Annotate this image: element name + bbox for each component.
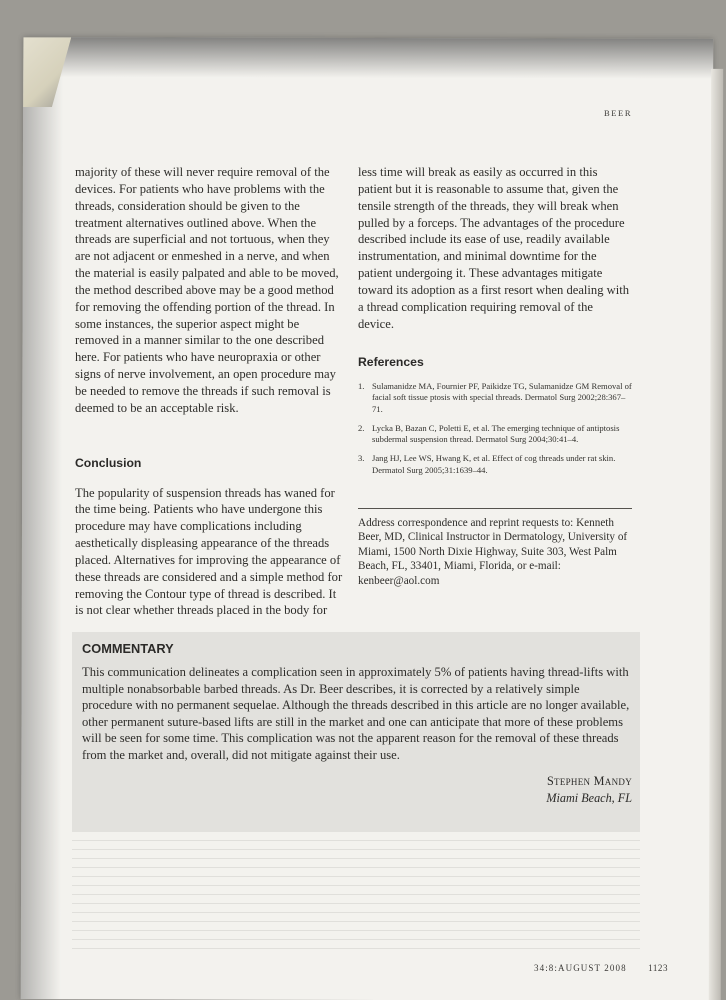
correspondence-address: Address correspondence and reprint requests to: Kenneth Beer, MD, Clinical Instructor in Dermatology, University of Miami, 1500 North Dixie Highway, Suite 303, West Palm Beach, FL, 33401, Miami, Florida, or e-mail: kenbeer@aol.com [358, 516, 628, 588]
page-footer [534, 963, 668, 973]
page-number: 1123 [648, 963, 669, 973]
left-column [75, 164, 343, 619]
reference-list [358, 381, 632, 475]
commentary-author: Stephen Mandy [546, 773, 632, 788]
reference-text: Jang HJ, Lee WS, Hwang K, et al. Effect of cog threads under rat skin. Dermatol Surg 2005;31:1639–44. [372, 453, 616, 475]
reference-number: 2. [358, 422, 365, 433]
references-heading: References [358, 355, 424, 370]
show-through-text [72, 840, 640, 950]
top-edge-shadow [23, 37, 713, 79]
commentary-heading: COMMENTARY [82, 641, 174, 656]
conclusion-paragraph: The popularity of suspension threads has waned for the time being. Patients who have undergone this procedure may have complications including aesthetically displeasing appearance of the threads placed. Alternatives for improving the appearance of these threads are considered and a simple method for removing the Contour type of thread is described. It is not clear whether threads placed in the body for [75, 485, 343, 618]
right-column [358, 164, 632, 589]
commentary-text: This communication delineates a complication seen in approximately 5% of patients having thread-lifts with multiple nonabsorbable barbed threads. As Dr. Beer describes, it is corrected by a relatively simple procedure with no permanent sequelae. Although the threads described in this article are no longer available, other permanent suture-based lifts are still in the market and one can anticipate that more of these problems will be seen for some time. This complication was not the apparent reason for the removal of these threads from the market and, overall, did not mitigate against their use. [82, 665, 630, 762]
commentary-signature [82, 773, 632, 807]
reference-item [358, 453, 632, 475]
conclusion-heading: Conclusion [75, 455, 142, 470]
body-paragraph: less time will break as easily as occurred in this patient but it is reasonable to assume that, given the tensile strength of the threads, they will break when pulled by a forceps. The advantages of the procedure described include its ease of use, readily available instrumentation, and minimal downtime for the patient undergoing it. These advantages mitigate toward its adoption as a first resort when dealing with a thread complication requiring removal of the device. [358, 165, 630, 331]
address-divider [358, 508, 632, 509]
reference-item [358, 423, 632, 445]
reference-text: Lycka B, Bazan C, Poletti E, et al. The emerging technique of antiptosis subdermal suspension thread. Dermatol Surg 2004;30:41–4. [372, 422, 620, 445]
binding-shadow [21, 37, 64, 999]
body-paragraph: majority of these will never require removal of the devices. For patients who have problems with the threads, consideration should be given to the treatment alternatives outlined above. When the threads are superficial and not tortuous, when they are not adjacent or enmeshed in a nerve, and when the material is easily palpated and able to be moved, the method described above may be a good method for removing the offending portion of the thread. In some instances, the superior aspect might be removed in a manner similar to the one described here. For patients who have neuropraxia or other signs of nerve involvement, an open procedure may be needed to remove the threads if such removal is deemed to be an acceptable risk. [75, 165, 339, 415]
commentary-box [72, 632, 640, 832]
reference-number: 3. [358, 453, 365, 464]
reference-text: Sulamanidze MA, Fournier PF, Paikidze TG, Sulamanidze GM Removal of facial soft tissue ptosis with special threads. Dermatol Surg 2002;28:367–71. [372, 381, 632, 414]
reference-item [358, 381, 632, 415]
issue-info: 34:8:AUGUST 2008 [534, 963, 627, 973]
page-stack-edge [709, 69, 723, 1000]
reference-number: 1. [358, 381, 365, 392]
commentary-location: Miami Beach, FL [546, 790, 632, 805]
running-head: BEER [604, 108, 633, 118]
